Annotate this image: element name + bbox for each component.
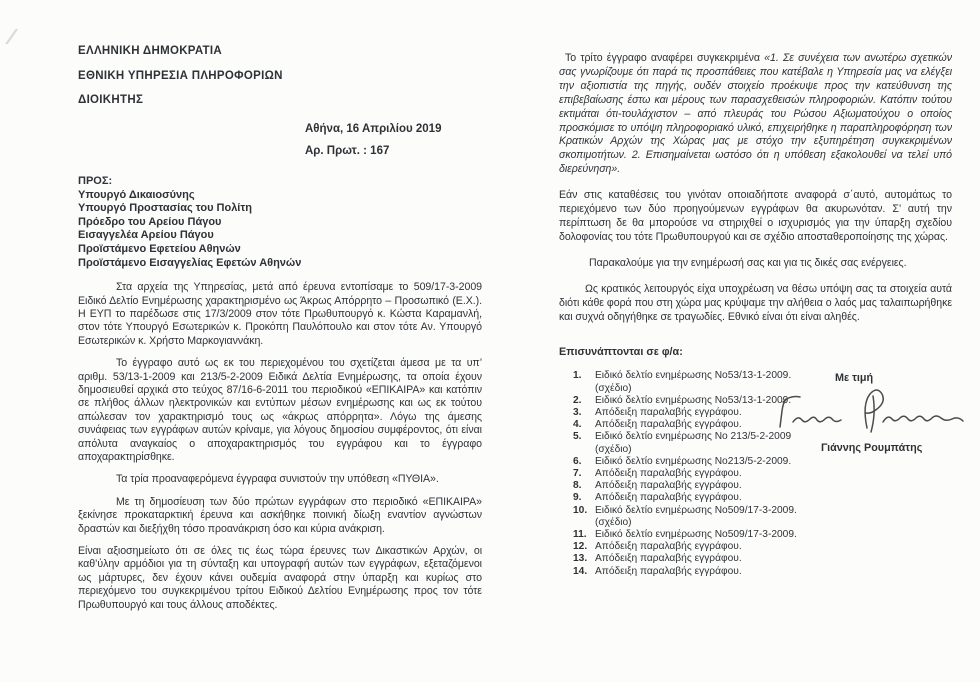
date-block (305, 123, 482, 157)
recipients-label: ΠΡΟΣ: (78, 175, 113, 187)
recipient-item: Προϊστάμενο Εφετείου Αθηνών (78, 242, 241, 255)
signature-scribble (775, 386, 965, 442)
recipient-item: Πρόεδρο του Αρείου Πάγου (78, 215, 222, 228)
attachment-item: Απόδειξη παραλαβής εγγράφου. (595, 419, 742, 431)
attachments-heading: Επισυνάπτονται σε φ/α: (559, 346, 683, 359)
body-paragraph: Το έγγραφο αυτό ως εκ του περιεχομένου του σχετίζεται άμεσα με τα υπ’ αριθμ. 53/13-1-2009 και 213/5-2-2009 Ειδικά Δελτία Ενημέρωσης, τα οποία έχουν δημοσιευθεί αρχικά στο τεύχος 87/16-6-2011 του περιοδικού «ΕΠΙΚΑΙΡΑ» και κατόπιν σε πλήθος άλλων ηλεκτρονικών και εντύπων μέσων ενημέρωσης και ως εκ τούτου απώλεσαν τον χαρακτηρισμό τους ως «άκρως απόρρητα». Λόγω της άμεσης συνάφειας των εγγράφων αυτών κρίναμε, για λόγους δημοσίου συμφέροντος, ότι είναι απόλυτα αναγκαίος ο αποχαρακτηρισμός του εγγράφου και το έγγραφο αποχαρακτηρίσθηκε. (78, 357, 482, 464)
protocol-number-line: Αρ. Πρωτ. : 167 (305, 145, 390, 157)
attachment-item: Ειδικό δελτίο ενημέρωσης Νο 213/5-2-2009 (σχέδιο) (595, 431, 792, 455)
header-republic: ΕΛΛΗΝΙΚΗ ΔΗΜΟΚΡΑΤΙΑ (78, 45, 222, 57)
attachment-item: Απόδειξη παραλαβής εγγράφου. (595, 492, 742, 504)
recipient-item: Εισαγγελέα Αρείου Πάγου (78, 229, 214, 242)
attachment-item: Απόδειξη παραλαβής εγγράφου. (595, 468, 742, 480)
attachment-item: Απόδειξη παραλαβής εγγράφου. (595, 565, 742, 577)
body-paragraph: Ως κρατικός λειτουργός είχα υποχρέωση να θέσω υπόψη σας τα στοιχεία αυτά διότι κάθε φορά που στη χώρα μας κρύψαμε την αλήθεια ο λαός μας ταλαιπωρήθηκε και συχνά οδηγήθηκε σε τραγωδίες. Εθνικό είναι ότι είναι αληθές. (559, 282, 952, 323)
body-paragraph: Στα αρχεία της Υπηρεσίας, μετά από έρευνα εντοπίσαμε το 509/17-3-2009 Ειδικό Δελτίο Ενημέρωσης χαρακτηρισμένο ως Άκρως Απόρρητο – Προσωπικό (Ε.Χ.). Η ΕΥΠ το παρέδωσε στις 17/3/2009 στον τότε Πρωθυπουργό κ. Κώστα Καραμανλή, στον τότε Υπουργό Εσωτερικών κ. Προκόπη Παυλόπουλο και στον τότε Αν. Υπουργό Εσωτερικών κ. Χρήστο Μαρκογιαννάκη. (78, 281, 482, 347)
quote-lead-text: Το τρίτο έγγραφο αναφέρει συγκεκριμένα (565, 52, 765, 64)
header-director-title: ΔΙΟΙΚΗΤΗΣ (78, 94, 144, 106)
attachment-item: Απόδειξη παραλαβής εγγράφου. (595, 553, 742, 565)
signature-block (775, 372, 970, 454)
recipient-item: Υπουργό Προστασίας του Πολίτη (78, 202, 252, 215)
recipient-item: Υπουργό Δικαιοσύνης (78, 188, 195, 201)
recipients-block (78, 175, 482, 270)
header-agency: ΕΘΝΙΚΗ ΥΠΗΡΕΣΙΑ ΠΛΗΡΟΦΟΡΙΩΝ (78, 69, 283, 82)
attachment-item: Ειδικό δελτίο ενημέρωσης Νο213/5-2-2009. (595, 455, 792, 467)
date-line: Αθήνα, 16 Απριλίου 2019 (305, 123, 442, 135)
attachment-item: Ειδικό δελτίο ενημέρωσης Νο53/13-1-2009. (595, 394, 792, 406)
body-paragraph: Με τη δημοσίευση των δύο πρώτων εγγράφων στο περιοδικό «ΕΠΙΚΑΙΡΑ» ξεκίνησε προκαταρκτική έρευνα και ασκήθηκε ποινική δίωξη εναντίον αγνώστων δραστών και διεξήχθη τόσο προανάκριση όσο και κύρια ανάκριση. (78, 495, 482, 535)
signer-name: Γιάννης Ρουμπάτης (821, 442, 923, 454)
body-paragraph: Τα τρία προαναφερόμενα έγγραφα συνιστούν την υπόθεση «ΠΥΘΙΑ». (116, 473, 439, 486)
right-column (559, 52, 952, 578)
attachment-item: Απόδειξη παραλαβής εγγράφου. (595, 541, 742, 553)
attachment-item: Απόδειξη παραλαβής εγγράφου. (595, 480, 742, 492)
body-paragraph: Παρακαλούμε για την ενημέρωσή σας και για τις δικές σας ενέργειες. (589, 256, 907, 269)
attachments-list (559, 370, 801, 577)
closing-salutation: Με τιμή (835, 372, 874, 384)
left-column (78, 45, 482, 612)
quoted-bulletin-text: «1. Σε συνέχεια των ανωτέρω σχετικών σας γνωρίζουμε ότι παρά τις προσπάθειες που κατέβαλε η Υπηρεσία μας να ελέγξει την αξιοπιστία της πηγής, ουδέν στοιχείο προέκυψε προς την κατεύθυνση της επιβεβαίωσης έστω και μέρους των παρασχεθεισών πληροφοριών. Κατόπιν τούτου εκτιμάται ότι-τουλάχιστον – από πλευράς του Ρώσου Αξιωματούχου ο οποίος προσκόμισε το υπόψη πληροφοριακό υλικό, επιχειρήθηκε η παραπληροφόρηση των Κρατικών Αρχών της Χώρας μας με στόχο την εξυπηρέτηση συγκεκριμένων σκοπιμοτήτων. 2. Επισημαίνεται ωστόσο ότι η υπόθεση εξακολουθεί να τελεί υπό διερεύνηση». (559, 52, 952, 176)
scan-artifact (5, 29, 18, 44)
attachment-item: Ειδικό δελτίο ενημέρωσης Νο509/17-3-2009.(σχέδιο) (595, 504, 797, 528)
quote-paragraph (559, 52, 952, 177)
body-paragraph: Είναι αξιοσημείωτο ότι σε όλες τις έως τώρα έρευνες των Δικαστικών Αρχών, οι καθ’ύλην αρμόδιοι για τη σύνταξη και υπογραφή αυτών των εγγράφων, εξεταζόμενοι ως μάρτυρες, δεν έχουν κάνει ουδεμία αναφορά στην ύπαρξη και κυρίως στο περιεχόμενο του συγκεκριμένου τρίτου Ειδικού Δελτίου Ενημέρωσης προς τον τότε Πρωθυπουργό και τους άλλους αποδέκτες. (78, 545, 482, 611)
attachment-item: Ειδικό δελτίο ενημέρωσης Νο53/13-1-2009. (σχέδιο) (595, 370, 792, 394)
recipient-item: Προϊστάμενο Εισαγγελίας Εφετών Αθηνών (78, 256, 302, 269)
attachment-item: Απόδειξη παραλαβής εγγράφου. (595, 407, 742, 419)
attachment-item: Ειδικό δελτίο ενημέρωσης Νο509/17-3-2009. (595, 529, 797, 541)
body-paragraph: Εάν στις καταθέσεις του γινόταν οποιαδήποτε αναφορά σ΄αυτό, αυτομάτως το περιεχόμενο των δύο προηγούμενων εγγράφων θα ακυρωνόταν. Σ’ αυτή την περίπτωση δε θα μπορούσε να στηριχθεί ο ισχυρισμός για την ύπαρξη σχεδίου δολοφονίας του τότε Πρωθυπουργού και σε σχέδιο αποσταθεροποίησης της χώρας. (559, 189, 952, 243)
